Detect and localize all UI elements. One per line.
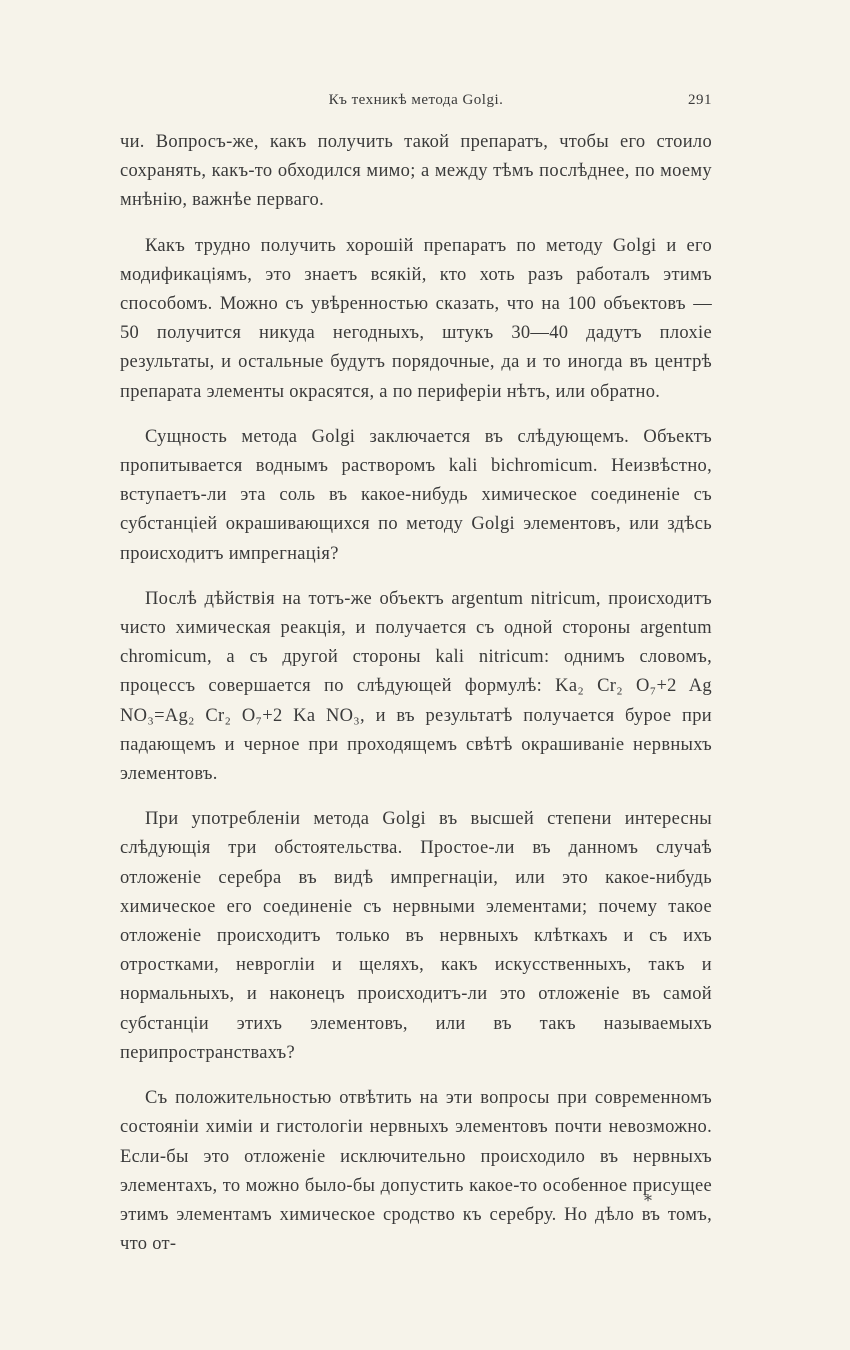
paragraph: Какъ трудно получить хорошій препаратъ по методу Golgi и его модификаціямъ, это знаетъ всякій, кто хоть разъ работалъ этимъ способомъ. Можно съ увѣренностью сказать, что на 100 объектовъ — 50 получится никуда негодныхъ, штукъ 30—40 дадутъ плохіе результаты, и остальные будутъ порядочные, да и то иногда въ центрѣ препарата элементы окрасятся, а по периферіи нѣтъ, или обратно. [120, 235, 712, 402]
running-title: Къ техникѣ метода Golgi. [328, 92, 504, 108]
body-text [120, 128, 712, 1275]
paragraph: Сущность метода Golgi заключается въ слѣдующемъ. Объектъ пропитывается воднымъ растворомъ kali bichromicum. Неизвѣстно, вступаетъ-ли эта соль въ какое-нибудь химическое соединеніе съ субстанціей окрашивающихся по методу Golgi элементовъ, или здѣсь происходитъ импрегнація? [120, 426, 712, 564]
page-number: 291 [688, 92, 712, 108]
paragraph: При употребленіи метода Golgi въ высшей степени интересны слѣдующія три обстоятельства. Простое-ли въ данномъ случаѣ отложеніе серебра въ видѣ импрегнаціи, или это какое-нибудь химическое его соединеніе съ нервными элементами; почему такое отложеніе происходитъ только въ нервныхъ клѣткахъ и съ ихъ отростками, неврогліи и щеляхъ, какъ искусственныхъ, такъ и нормальныхъ, и наконецъ происходитъ-ли это отложеніе въ самой субстанціи этихъ элементовъ, или въ такъ называемыхъ перипространствахъ? [120, 809, 712, 1063]
paragraph-formula: Послѣ дѣйствія на тотъ-же объектъ argentum nitricum, происходитъ чисто химическая реакція, и получается съ одной стороны argentum chromicum, а съ другой стороны kali nitricum: однимъ словомъ, процессъ совершается по слѣдующей формулѣ: Ka₂ Cr₂ O₇+2 Ag NO₃=Ag₂ Cr₂ O₇+2 Ka NO₃, и въ результатѣ получается бурое при падающемъ и черное при проходящемъ свѣтѣ окрашиваніе нервныхъ элементовъ. [120, 588, 712, 785]
paragraph-continued: чи. Вопросъ-же, какъ получить такой препаратъ, чтобы его стоило сохранять, какъ-то обходился мимо; а между тѣмъ послѣднее, по моему мнѣнію, важнѣе перваго. [120, 132, 712, 211]
running-head [120, 92, 712, 116]
signature-mark: * [644, 1191, 652, 1210]
paragraph: Съ положительностью отвѣтить на эти вопросы при современномъ состояніи химіи и гистологіи нервныхъ элементовъ почти невозможно. Если-бы это отложеніе исключительно происходило въ нервныхъ элементахъ, то можно было-бы допустить какое-то особенное присущее этимъ элементамъ химическое сродство къ серебру. Но дѣло въ томъ, что от- [120, 1088, 712, 1255]
